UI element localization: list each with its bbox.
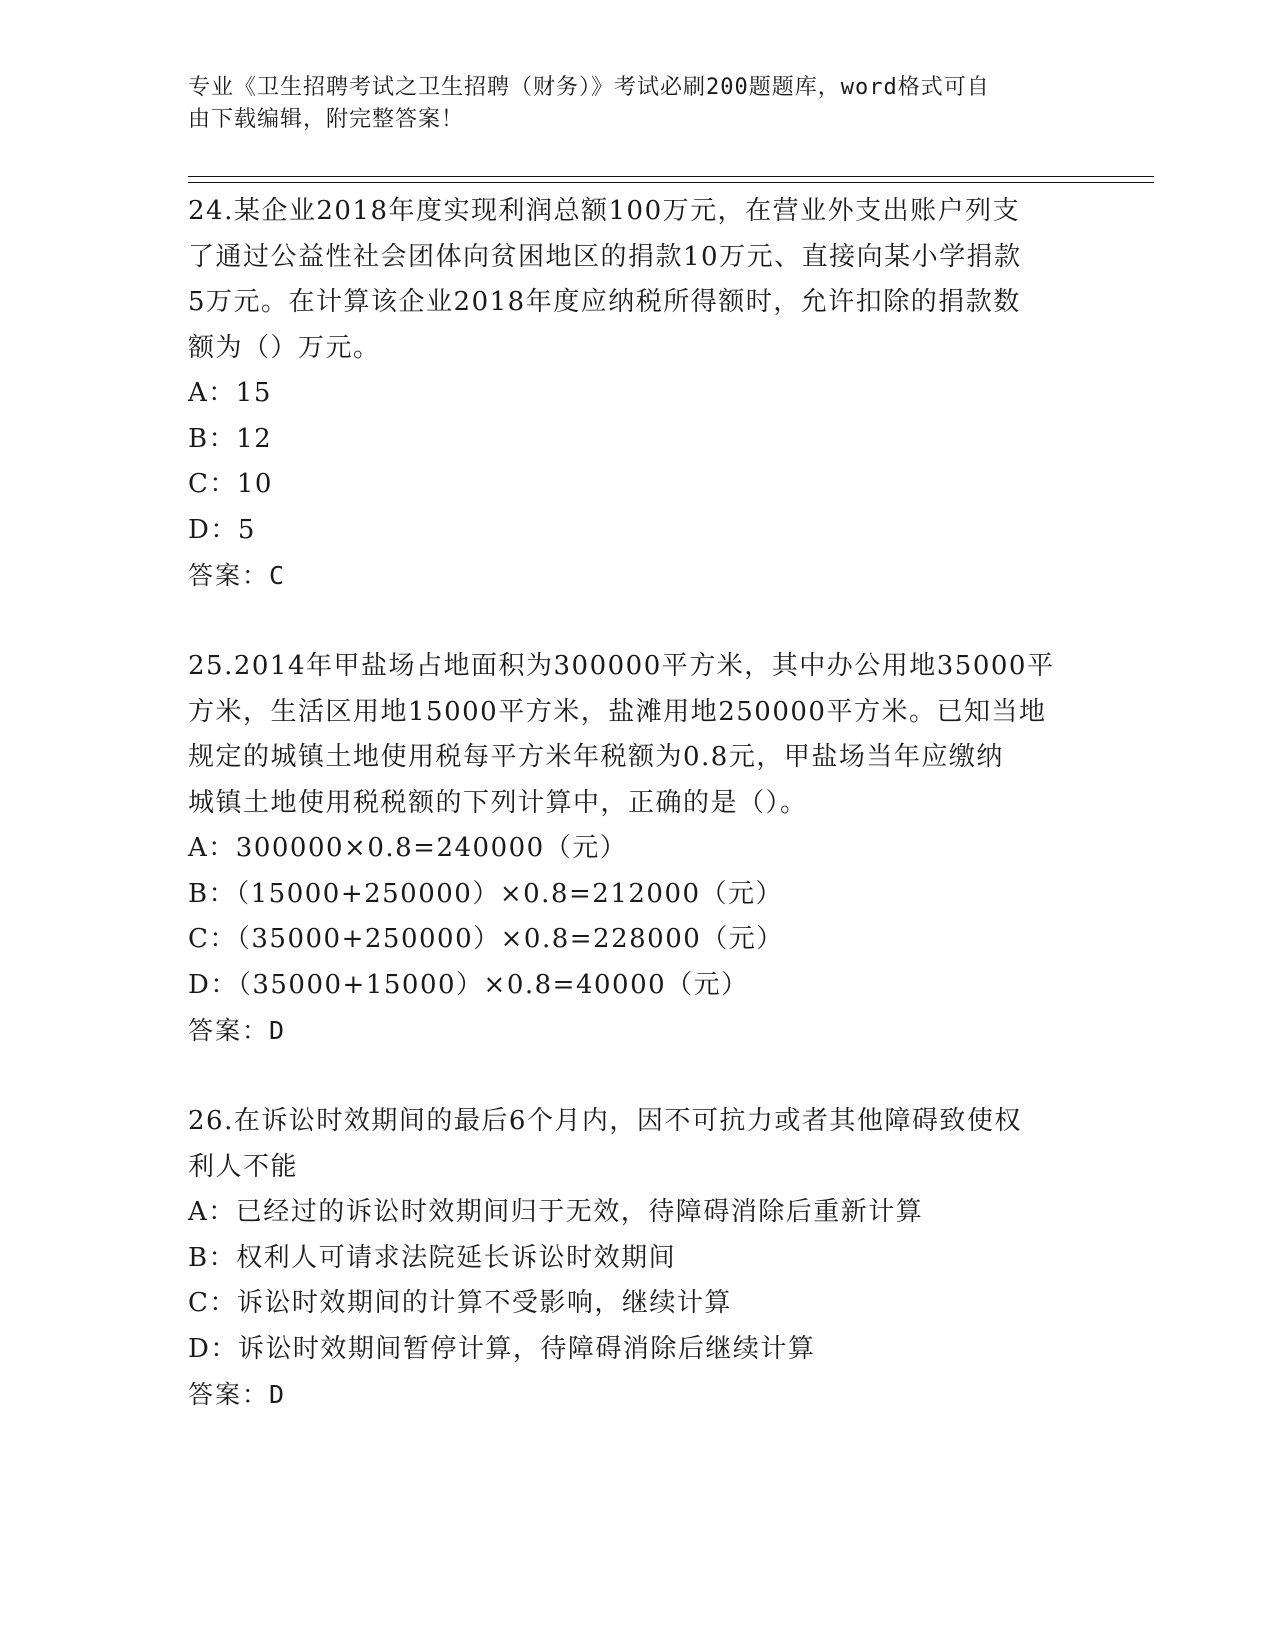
option-c: C：10 — [188, 469, 273, 499]
option-b: B：12 — [188, 423, 273, 454]
option-a: A：已经过的诉讼时效期间归于无效，待障碍消除后重新计算 — [188, 1197, 924, 1227]
document-header — [188, 72, 1088, 136]
question-26 — [188, 1099, 1088, 1418]
question-25 — [188, 644, 1088, 1054]
option-d: D：5 — [188, 514, 256, 545]
question-spacer — [188, 1054, 1088, 1100]
option-a: A：300000×0.8=240000（元） — [188, 833, 628, 863]
question-24 — [188, 189, 1088, 599]
option-c: C：诉讼时效期间的计算不受影响，继续计算 — [188, 1288, 732, 1318]
option-a: A：15 — [188, 378, 272, 408]
question-stem-line: 利人不能 — [188, 1151, 299, 1182]
header-divider-bottom — [188, 182, 1154, 183]
question-stem-line: 24.某企业2018年度实现利润总额100万元，在营业外支出账户列支 — [188, 196, 1021, 226]
header-divider-top — [188, 176, 1154, 177]
header-line-2: 由下载编辑，附完整答案！ — [188, 107, 465, 132]
question-stem-line: 额为（）万元。 — [188, 332, 381, 363]
question-stem-line: 26.在诉讼时效期间的最后6个月内，因不可抗力或者其他障碍致使权 — [188, 1106, 1022, 1136]
option-b: B：（15000+250000）×0.8=212000（元） — [188, 878, 784, 909]
question-spacer — [188, 599, 1088, 645]
question-stem-line: 5万元。在计算该企业2018年度应纳税所得额时，允许扣除的捐款数 — [188, 287, 1021, 317]
question-stem-line: 城镇土地使用税税额的下列计算中，正确的是（）。 — [188, 787, 808, 818]
question-list — [188, 189, 1088, 1418]
header-line-1: 专业《卫生招聘考试之卫生招聘（财务）》考试必刷200题题库，word格式可自 — [188, 75, 990, 100]
question-stem-line: 方米，生活区用地15000平方米，盐滩用地250000平方米。已知当地 — [188, 696, 1047, 727]
answer-line: 答案：C — [188, 561, 287, 590]
question-stem-line: 了通过公益性社会团体向贫困地区的捐款10万元、直接向某小学捐款 — [188, 241, 1022, 272]
option-c: C：（35000+250000）×0.8=228000（元） — [188, 924, 784, 954]
option-d: D：诉讼时效期间暂停计算，待障碍消除后继续计算 — [188, 1333, 816, 1364]
option-b: B：权利人可请求法院延长诉讼时效期间 — [188, 1242, 677, 1273]
question-stem-line: 25.2014年甲盐场占地面积为300000平方米，其中办公用地35000平 — [188, 651, 1055, 681]
answer-line: 答案：D — [188, 1380, 287, 1409]
option-d: D：（35000+15000）×0.8=40000（元） — [188, 969, 749, 1000]
question-stem-line: 规定的城镇土地使用税每平方米年税额为0.8元，甲盐场当年应缴纳 — [188, 742, 1004, 772]
answer-line: 答案：D — [188, 1016, 287, 1045]
